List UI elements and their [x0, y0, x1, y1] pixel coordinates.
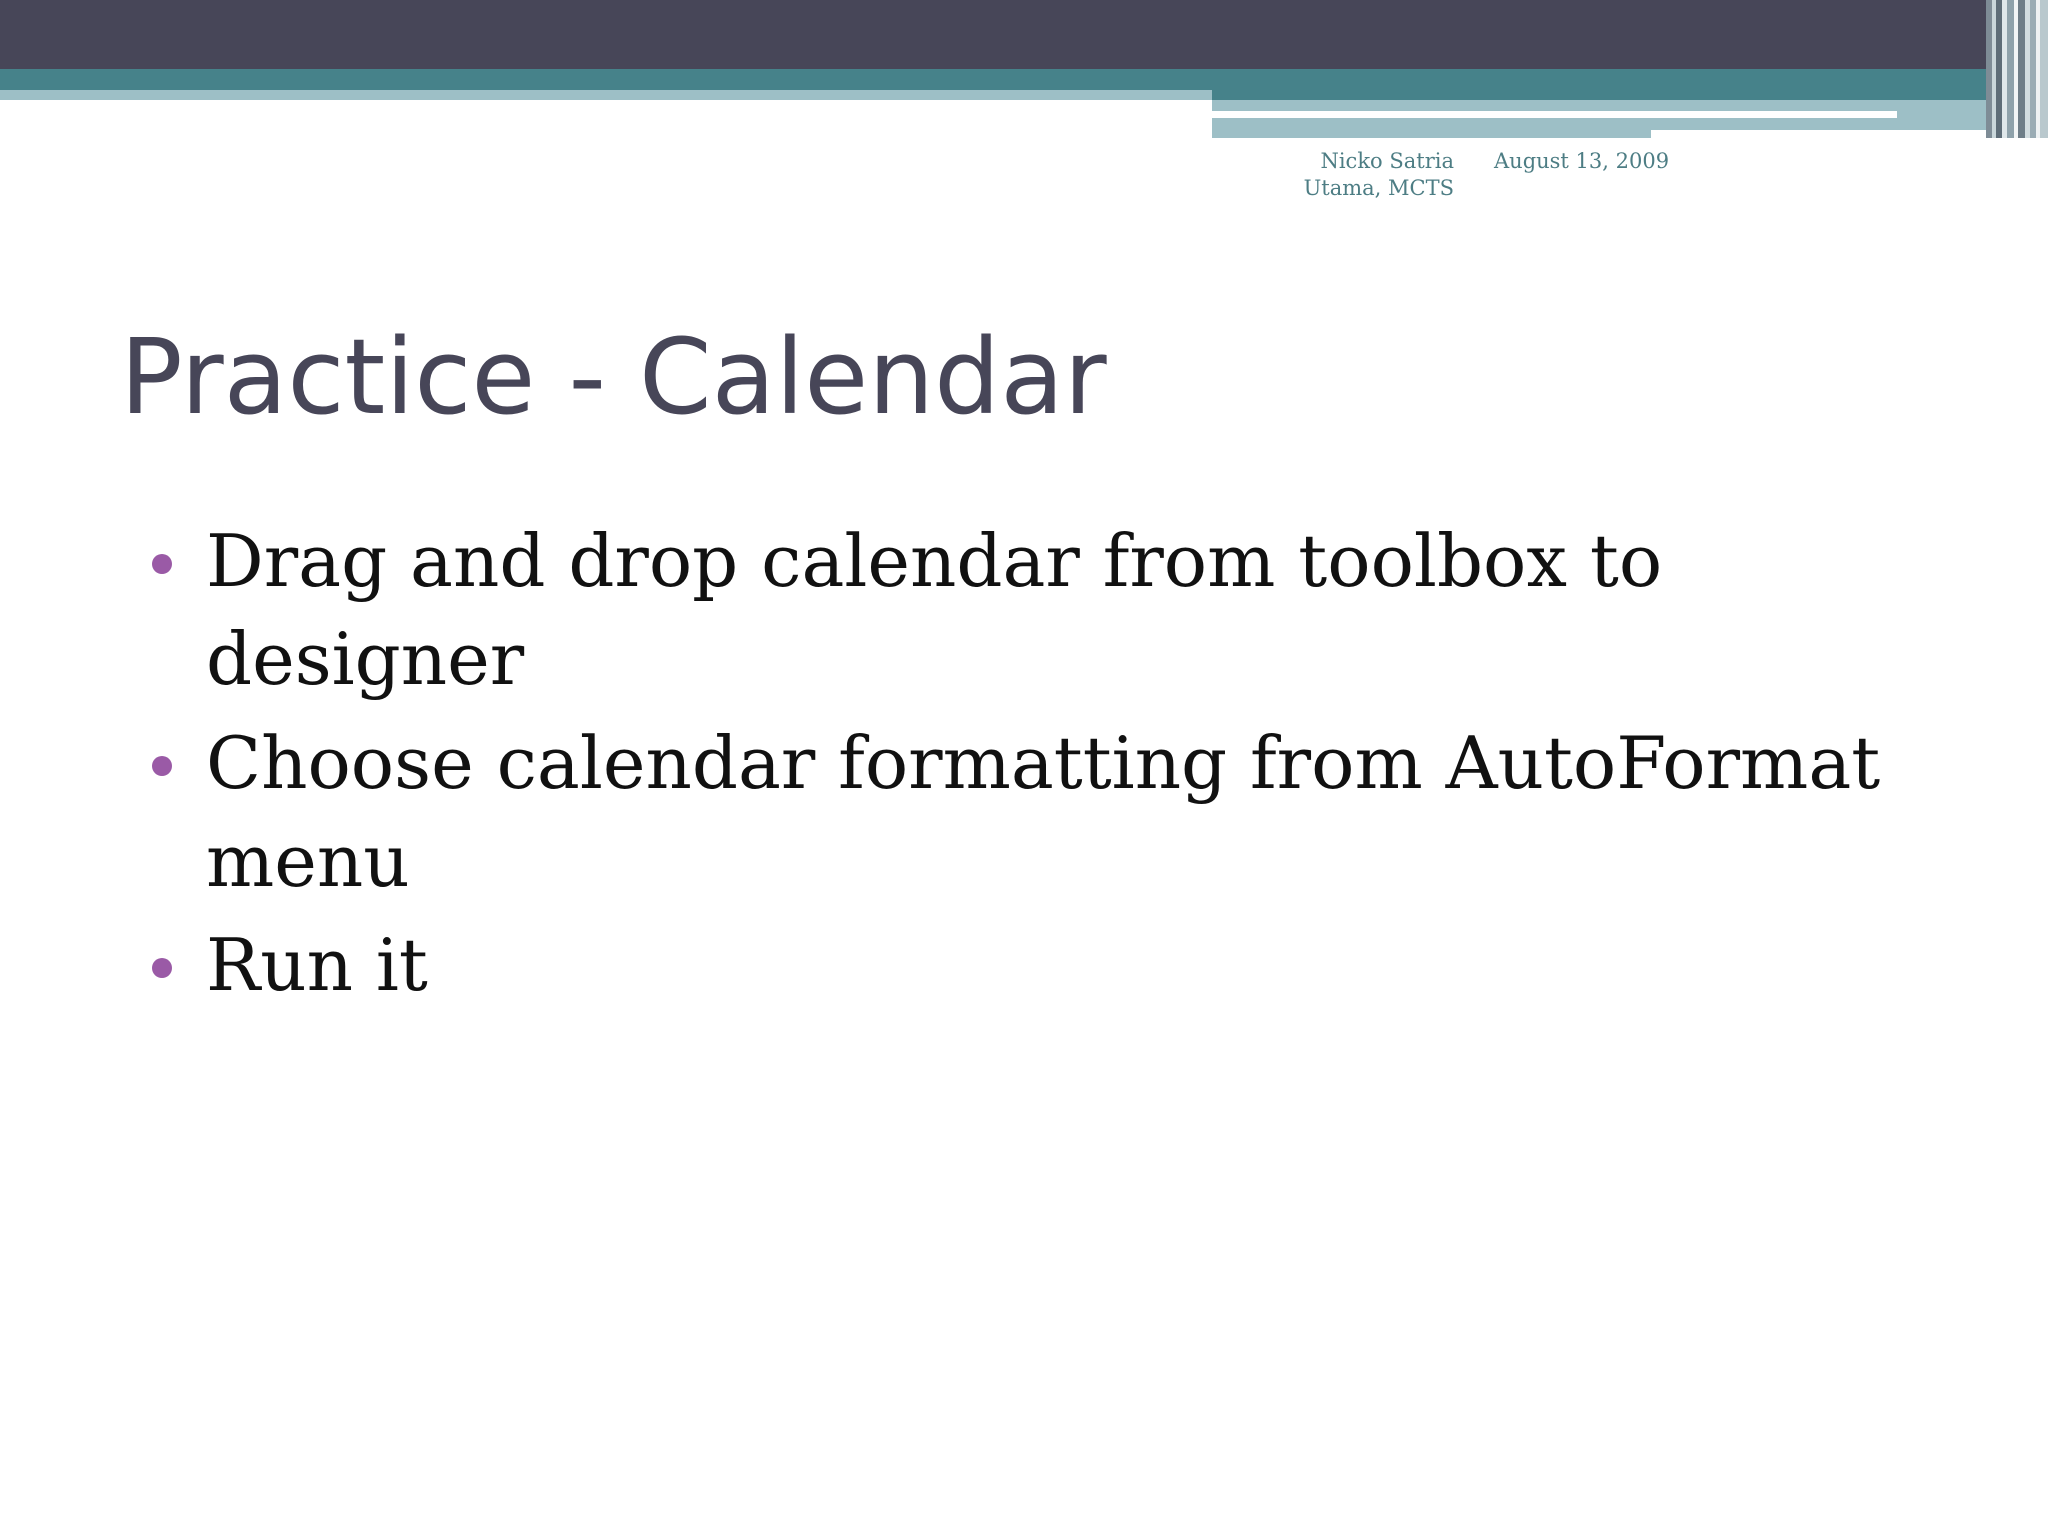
slide-title: Practice - Calendar — [120, 316, 1107, 438]
bullet-item — [148, 916, 2008, 1014]
bullet-list — [148, 512, 2008, 1020]
presentation-date: August 13, 2009 — [1494, 149, 1670, 173]
header-vertical-stripes — [1986, 0, 2048, 138]
header-white-block — [1651, 130, 2006, 144]
header-teal-band-right — [1212, 69, 2048, 100]
header-dark-band — [0, 0, 2048, 69]
bullet-text: Drag and drop calendar from toolbox to designer — [206, 519, 1663, 701]
bullet-item — [148, 714, 2008, 910]
header-light-band-left — [0, 90, 1212, 100]
bullet-dot-icon — [152, 554, 172, 574]
author-name: Nicko Satria Utama, MCTS — [1303, 149, 1454, 200]
bullet-dot-icon — [152, 756, 172, 776]
header-white-line — [1212, 111, 1897, 118]
bullet-dot-icon — [152, 958, 172, 978]
bullet-text: Choose calendar formatting from AutoFormat menu — [206, 721, 1881, 903]
bullet-item — [148, 512, 2008, 708]
header-teal-band-left — [0, 69, 1212, 90]
bullet-text: Run it — [206, 923, 428, 1007]
